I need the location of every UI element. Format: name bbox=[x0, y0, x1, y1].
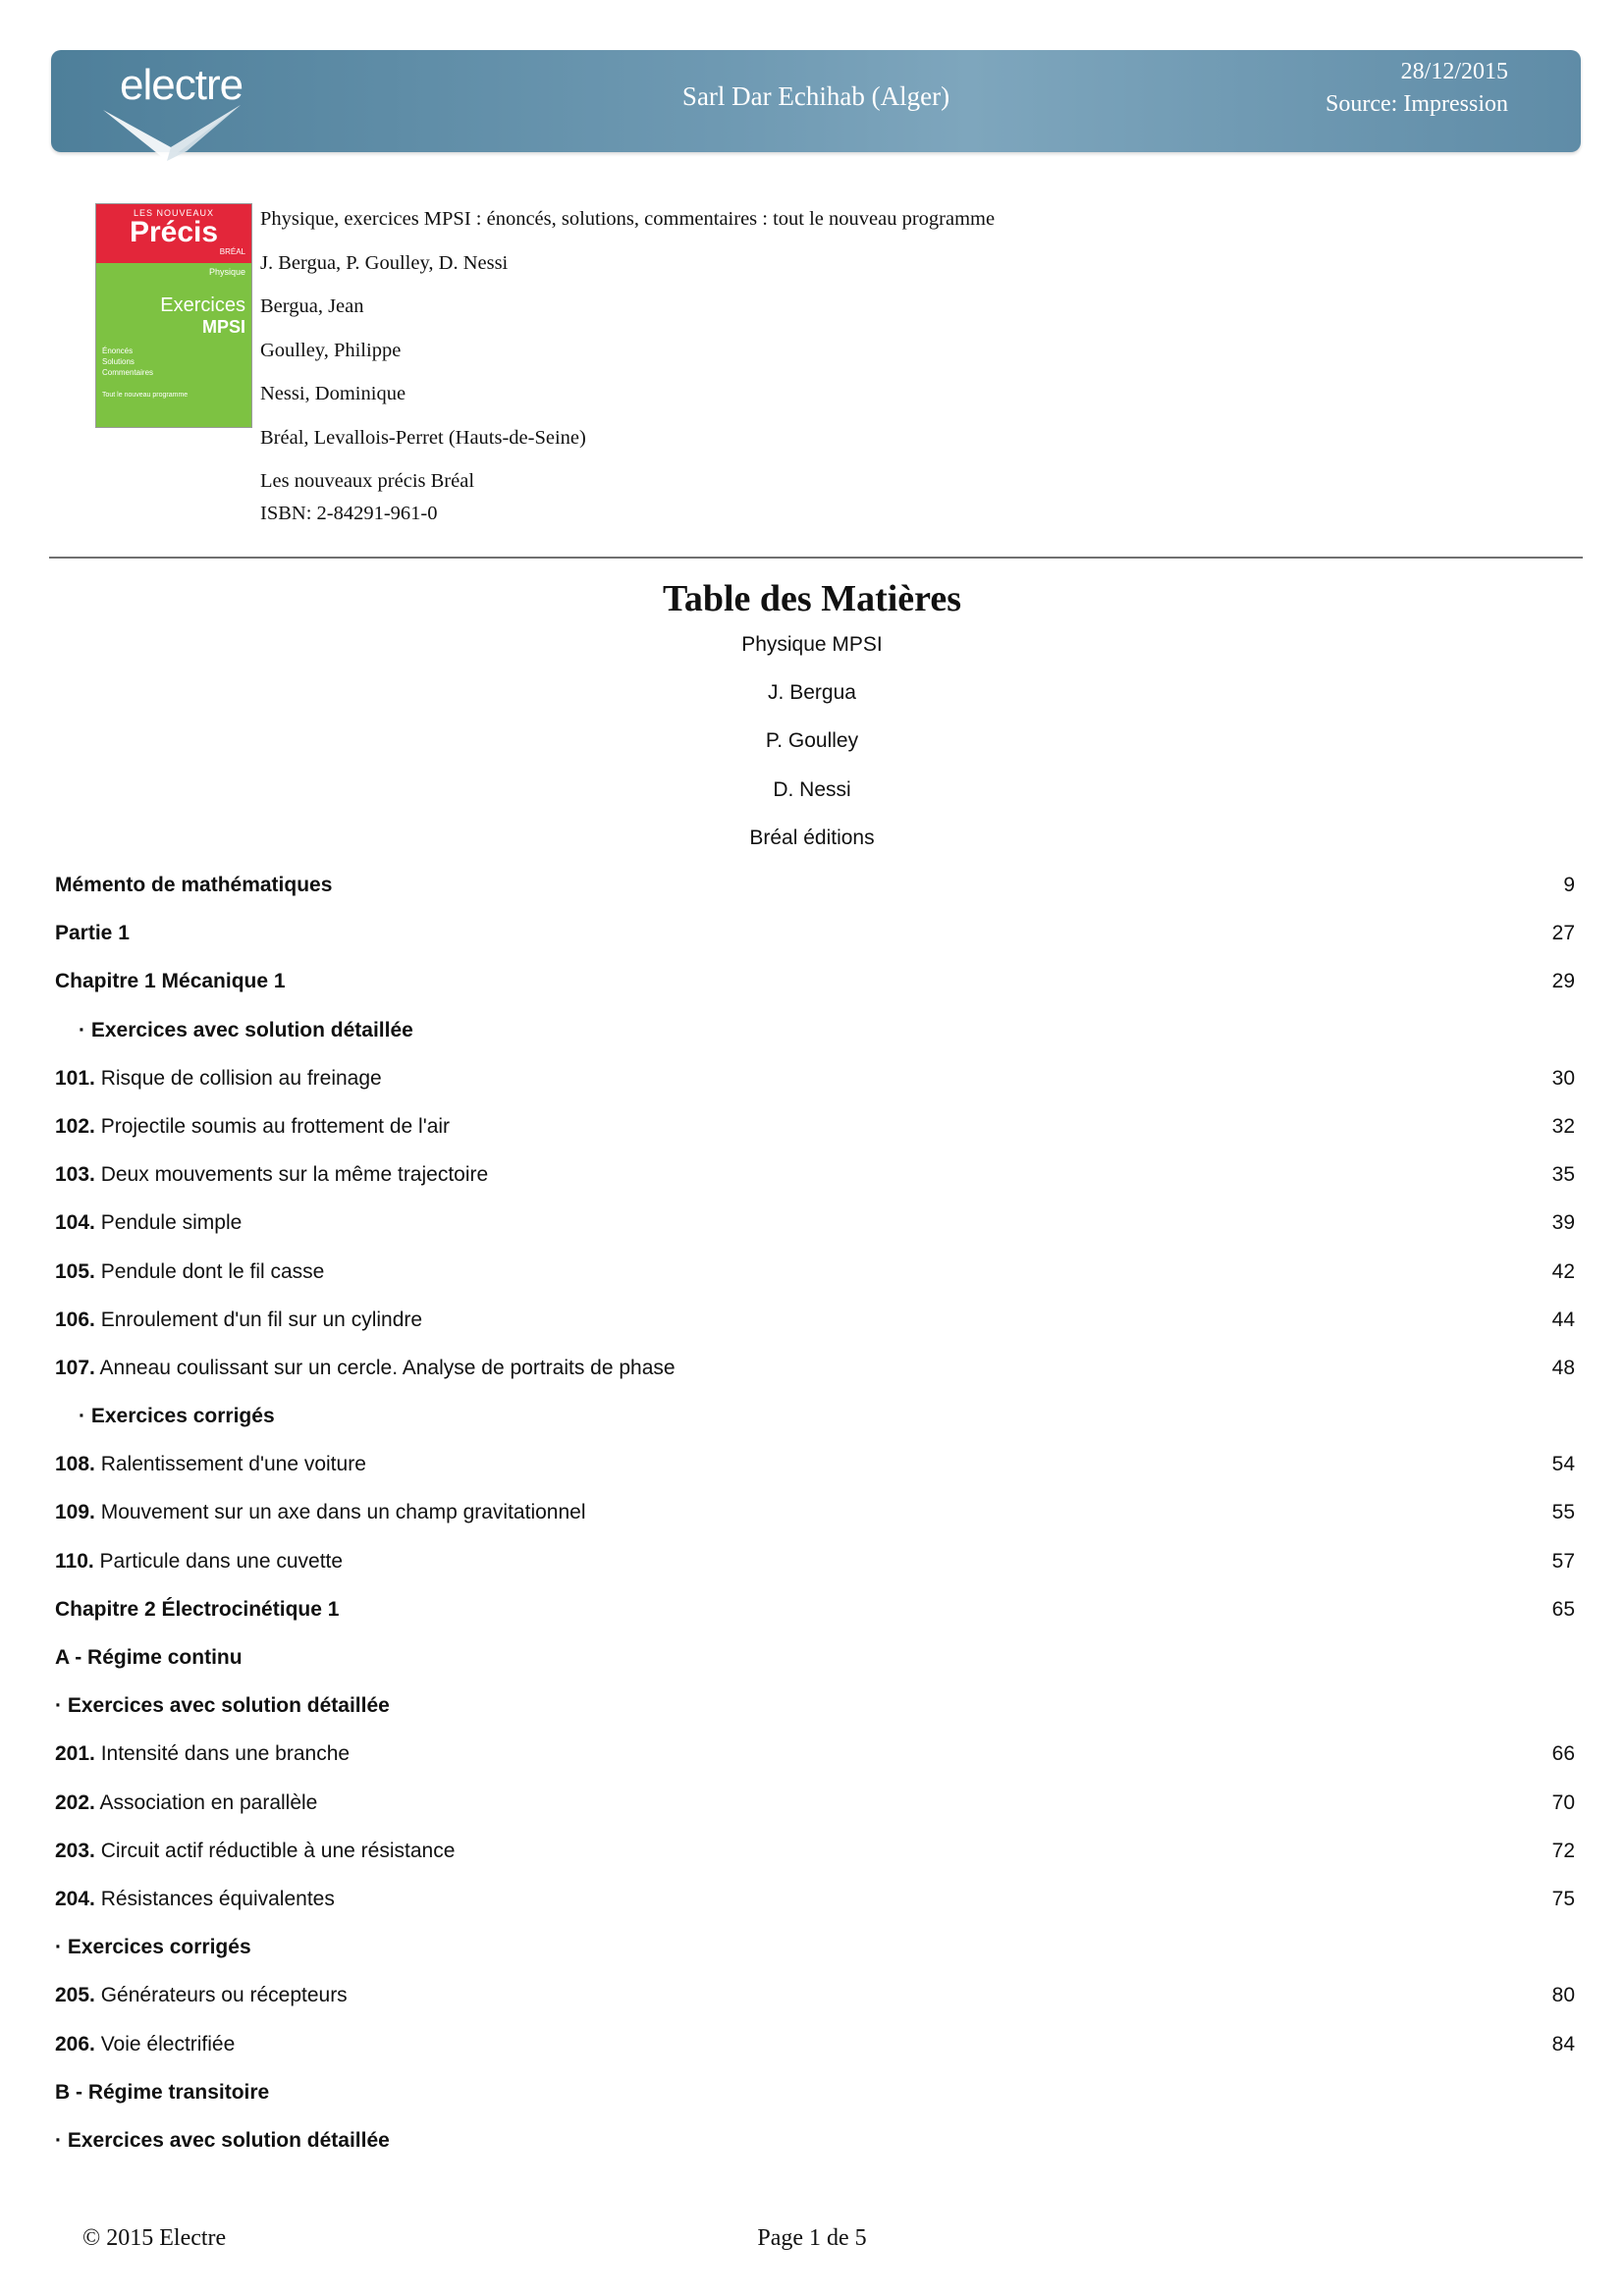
toc-entry-title: Intensité dans une branche bbox=[94, 1742, 351, 1766]
toc-entry bbox=[55, 1258, 1575, 1307]
cover-series: LES NOUVEAUX bbox=[133, 208, 215, 218]
toc-entry-page: 70 bbox=[1551, 1790, 1575, 1814]
toc-heading: Table des Matières bbox=[663, 578, 961, 619]
toc-entry bbox=[55, 1065, 1575, 1113]
toc-entry-title: · Exercices corrigés bbox=[55, 1936, 251, 1959]
toc-entry bbox=[55, 2127, 1575, 2175]
book-isbn: ISBN: 2-84291-961-0 bbox=[260, 502, 438, 524]
logo-check-icon bbox=[98, 100, 245, 169]
divider bbox=[49, 557, 1583, 559]
toc-entry bbox=[55, 1886, 1575, 1934]
toc-entry-title: Chapitre 2 Électrocinétique 1 bbox=[55, 1597, 340, 1621]
toc-entry-page: 84 bbox=[1551, 2032, 1575, 2056]
toc-entry-number: 106. bbox=[55, 1308, 95, 1331]
toc-entry bbox=[55, 1499, 1575, 1547]
source-label: Source: Impression bbox=[1326, 91, 1508, 117]
toc-entry bbox=[55, 1644, 1575, 1692]
book-publisher: Bréal, Levallois-Perret (Hauts-de-Seine) bbox=[260, 426, 586, 449]
toc-entry-title: Anneau coulissant sur un cercle. Analyse de portraits de phase bbox=[94, 1356, 676, 1379]
toc-entry bbox=[55, 1692, 1575, 1740]
book-cover bbox=[95, 203, 252, 428]
credit-line: Physique MPSI bbox=[741, 633, 883, 656]
credit-line: Bréal éditions bbox=[749, 826, 875, 849]
page-number: Page 1 de 5 bbox=[757, 2225, 867, 2251]
toc-entry-number: 108. bbox=[55, 1453, 95, 1476]
toc-entry-number: 204. bbox=[55, 1887, 95, 1910]
toc-entry-number: 107. bbox=[55, 1356, 95, 1379]
toc-entry bbox=[55, 2079, 1575, 2127]
toc-entry-number: 202. bbox=[55, 1790, 95, 1814]
toc-entry bbox=[55, 1934, 1575, 1982]
logo-text: electre bbox=[120, 61, 244, 109]
credit-line: D. Nessi bbox=[773, 777, 851, 801]
credit-line: P. Goulley bbox=[765, 729, 859, 753]
toc-entry-title: Enroulement d'un fil sur un cylindre bbox=[94, 1308, 423, 1331]
toc-entry-title: Projectile soumis au frottement de l'air bbox=[94, 1114, 451, 1138]
toc-entry-title: A - Régime continu bbox=[55, 1646, 243, 1669]
toc-entry-title: Circuit actif réductible à une résistance bbox=[94, 1839, 456, 1862]
copyright: © 2015 Electre bbox=[82, 2225, 227, 2251]
toc-entry-title: · Exercices avec solution détaillée bbox=[55, 1694, 390, 1718]
toc-entry-number: 104. bbox=[55, 1211, 95, 1235]
toc-entry-title: Voie électrifiée bbox=[94, 2032, 236, 2056]
toc-entry bbox=[55, 1355, 1575, 1403]
toc-entry-title: Générateurs ou récepteurs bbox=[94, 1984, 348, 2007]
cover-line: Commentaires bbox=[102, 368, 154, 377]
book-title: Physique, exercices MPSI : énoncés, solutions, commentaires : tout le nouveau programme bbox=[260, 208, 996, 230]
toc-entry bbox=[55, 1596, 1575, 1644]
toc-entry bbox=[55, 2031, 1575, 2079]
toc-entry-title: Particule dans une cuvette bbox=[93, 1549, 344, 1573]
toc-entry-number: 102. bbox=[55, 1114, 95, 1138]
cover-line: Solutions bbox=[102, 357, 135, 366]
toc-entry-title: Chapitre 1 Mécanique 1 bbox=[55, 970, 286, 993]
toc-list bbox=[55, 872, 1575, 2175]
cover-subject: Physique bbox=[208, 267, 245, 277]
toc-entry-page: 80 bbox=[1551, 1984, 1575, 2007]
toc-entry bbox=[55, 1161, 1575, 1209]
author-3: Nessi, Dominique bbox=[260, 383, 406, 404]
toc-entry-title: Résistances équivalentes bbox=[94, 1887, 335, 1910]
toc-entry-page: 9 bbox=[1563, 874, 1575, 896]
toc-entry-number: 105. bbox=[55, 1259, 95, 1283]
toc-entry-title: Mouvement sur un axe dans un champ gravitationnel bbox=[94, 1501, 586, 1524]
author-2: Goulley, Philippe bbox=[260, 339, 402, 361]
toc-entry-title: Mémento de mathématiques bbox=[55, 874, 333, 896]
book-metadata bbox=[260, 208, 995, 525]
toc-entry-title: Pendule simple bbox=[94, 1211, 243, 1235]
toc-entry-title: Association en parallèle bbox=[94, 1790, 318, 1814]
toc-entry-title: Risque de collision au freinage bbox=[94, 1066, 382, 1090]
toc-entry-title: B - Régime transitoire bbox=[55, 2080, 270, 2104]
toc-entry-page: 44 bbox=[1551, 1308, 1575, 1331]
toc-entry-title: · Exercices avec solution détaillée bbox=[79, 1018, 413, 1041]
toc-entry-page: 32 bbox=[1551, 1114, 1575, 1138]
toc-entry-page: 35 bbox=[1551, 1163, 1575, 1187]
cover-title: Précis bbox=[129, 216, 219, 248]
cover-publisher: BRÉAL bbox=[219, 247, 245, 256]
toc-entry-page: 42 bbox=[1551, 1259, 1575, 1283]
toc-entry-title: Ralentissement d'une voiture bbox=[94, 1453, 366, 1476]
print-date: 28/12/2015 bbox=[1400, 59, 1508, 84]
toc-entry-number: 109. bbox=[55, 1501, 95, 1524]
electre-logo bbox=[98, 61, 265, 179]
toc-entry-page: 39 bbox=[1551, 1211, 1575, 1235]
book-collection: Les nouveaux précis Bréal bbox=[260, 470, 475, 492]
book-authors: J. Bergua, P. Goulley, D. Nessi bbox=[260, 251, 509, 274]
toc-entry bbox=[55, 1403, 1575, 1451]
toc-entry bbox=[55, 1982, 1575, 2030]
toc-entry bbox=[55, 1017, 1575, 1065]
toc-entry-page: 57 bbox=[1551, 1549, 1575, 1573]
toc-entry-page: 54 bbox=[1551, 1453, 1575, 1476]
toc-entry bbox=[55, 1789, 1575, 1838]
toc-entry bbox=[55, 920, 1575, 968]
toc-entry-page: 29 bbox=[1551, 970, 1575, 993]
cover-line: Énoncés bbox=[102, 347, 134, 355]
toc-entry-page: 55 bbox=[1551, 1501, 1575, 1524]
toc-entry-title: Deux mouvements sur la même trajectoire bbox=[94, 1163, 489, 1187]
toc-entry-title: · Exercices avec solution détaillée bbox=[55, 2128, 390, 2152]
toc-entry bbox=[55, 1838, 1575, 1886]
toc-entry-page: 65 bbox=[1551, 1597, 1575, 1621]
toc-entry-title: · Exercices corrigés bbox=[79, 1405, 275, 1428]
company-name: Sarl Dar Echihab (Alger) bbox=[681, 81, 950, 111]
toc-credits bbox=[0, 631, 1624, 873]
cover-level: MPSI bbox=[201, 317, 245, 337]
toc-entry-number: 201. bbox=[55, 1742, 95, 1766]
toc-entry-number: 103. bbox=[55, 1163, 95, 1187]
toc-entry-number: 206. bbox=[55, 2032, 95, 2056]
toc-entry-page: 75 bbox=[1551, 1887, 1575, 1910]
toc-entry-number: 110. bbox=[55, 1549, 94, 1573]
toc-entry-number: 101. bbox=[55, 1066, 95, 1090]
header-banner bbox=[51, 50, 1581, 152]
toc-entry-title: Pendule dont le fil casse bbox=[94, 1259, 325, 1283]
cover-footer: Tout le nouveau programme bbox=[102, 392, 189, 399]
toc-entry-title: Partie 1 bbox=[55, 922, 130, 945]
toc-entry bbox=[55, 1113, 1575, 1161]
toc-entry bbox=[55, 1451, 1575, 1499]
toc-entry bbox=[55, 1548, 1575, 1596]
toc-entry bbox=[55, 1307, 1575, 1355]
cover-lines bbox=[102, 346, 245, 378]
toc-entry bbox=[55, 968, 1575, 1016]
toc-entry-page: 30 bbox=[1551, 1066, 1575, 1090]
toc-entry-page: 27 bbox=[1551, 922, 1575, 945]
toc-entry-number: 205. bbox=[55, 1984, 95, 2007]
header-meta bbox=[1326, 56, 1508, 121]
credit-line: J. Bergua bbox=[768, 681, 856, 705]
toc-entry-page: 48 bbox=[1551, 1356, 1575, 1379]
toc-entry-number: 203. bbox=[55, 1839, 95, 1862]
author-1: Bergua, Jean bbox=[260, 295, 364, 317]
toc-entry bbox=[55, 1740, 1575, 1789]
toc-entry bbox=[55, 1209, 1575, 1257]
toc-entry-page: 72 bbox=[1551, 1839, 1575, 1862]
cover-exercices: Exercices bbox=[160, 294, 245, 316]
toc-entry bbox=[55, 872, 1575, 920]
toc-entry-page: 66 bbox=[1551, 1742, 1575, 1766]
